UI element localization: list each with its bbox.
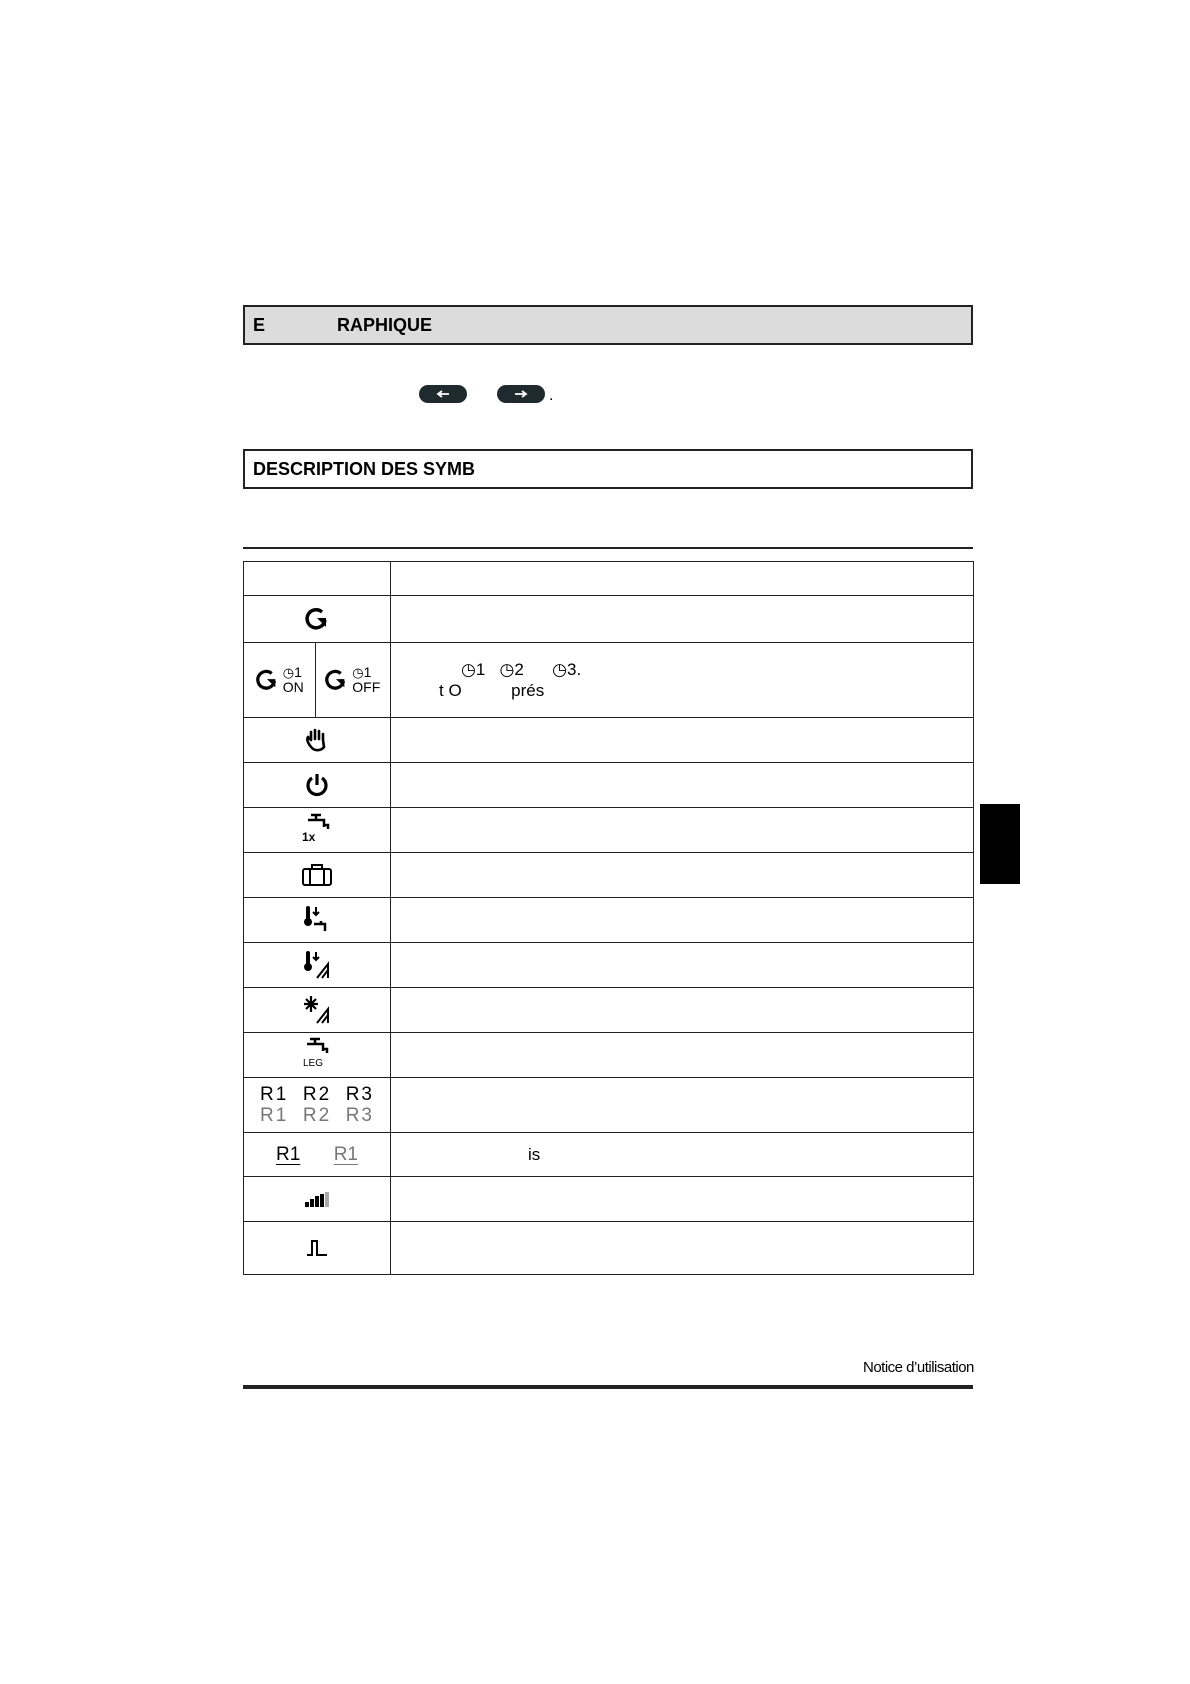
tap-leg-icon: LEG (301, 1037, 333, 1069)
table-row (244, 943, 974, 988)
clock-icon: ◷ (461, 660, 476, 679)
manual-hand-icon (303, 726, 331, 754)
table-row (244, 718, 974, 763)
right-key (497, 385, 545, 403)
signal-bars-icon (304, 1191, 330, 1207)
table-row (244, 1177, 974, 1222)
cell-divider (315, 643, 316, 717)
table-row (244, 988, 974, 1033)
relay-active-labels: R1 R2 R3 (260, 1084, 374, 1105)
arrow-left-icon (436, 390, 450, 398)
table-row (244, 1033, 974, 1078)
tap-1x-icon: 1x (302, 813, 332, 843)
desc-is: is (528, 1144, 541, 1164)
on-label: ON (282, 679, 304, 695)
temp-down-radiator-icon (301, 949, 333, 981)
auto-timer-on-icon: ◷1 ON (254, 665, 304, 695)
section-tab-marker (980, 804, 1020, 884)
relay-underlined-grey: R1 (333, 1143, 358, 1165)
arrow-right-icon (514, 390, 528, 398)
footer-text: Notice d’utilisation (863, 1359, 974, 1376)
table-row (244, 596, 974, 643)
left-key (419, 385, 467, 403)
table-row (244, 763, 974, 808)
clock-icon: ◷ (552, 660, 567, 679)
pulse-icon (305, 1239, 329, 1257)
top-rule (243, 547, 973, 549)
off-label: OFF (352, 679, 381, 695)
table-row (244, 853, 974, 898)
period: . (549, 387, 554, 404)
clock-icon: ◷ (499, 660, 515, 679)
table-row (244, 1222, 974, 1275)
table-row: ◷1 ON ◷1 OFF ◷1 ◷2 ◷3. t O prés (244, 643, 974, 718)
table-row (244, 808, 974, 853)
relay-underlined-dark: R1 (276, 1143, 301, 1165)
auto-timer-off-icon: ◷1 OFF (323, 665, 380, 695)
power-icon (303, 771, 331, 799)
relay-inactive-labels: R1 R2 R3 (260, 1105, 374, 1126)
auto-mode-icon (303, 605, 331, 633)
arrow-keys (419, 383, 553, 405)
table-row (244, 898, 974, 943)
section-box (243, 449, 973, 489)
header-part1: E (253, 314, 266, 335)
temp-down-tap-icon (301, 904, 333, 936)
symbol-table (243, 561, 974, 1275)
table-row (244, 1133, 974, 1177)
section-title: DESCRIPTION DES SYMB (253, 458, 476, 479)
bottom-rule (243, 1385, 973, 1389)
header-box (243, 305, 973, 345)
frost-radiator-icon (301, 994, 333, 1026)
table-row (244, 562, 974, 596)
table-row (244, 1078, 974, 1133)
suitcase-icon (301, 862, 333, 888)
header-part2: RAPHIQUE (337, 314, 433, 335)
